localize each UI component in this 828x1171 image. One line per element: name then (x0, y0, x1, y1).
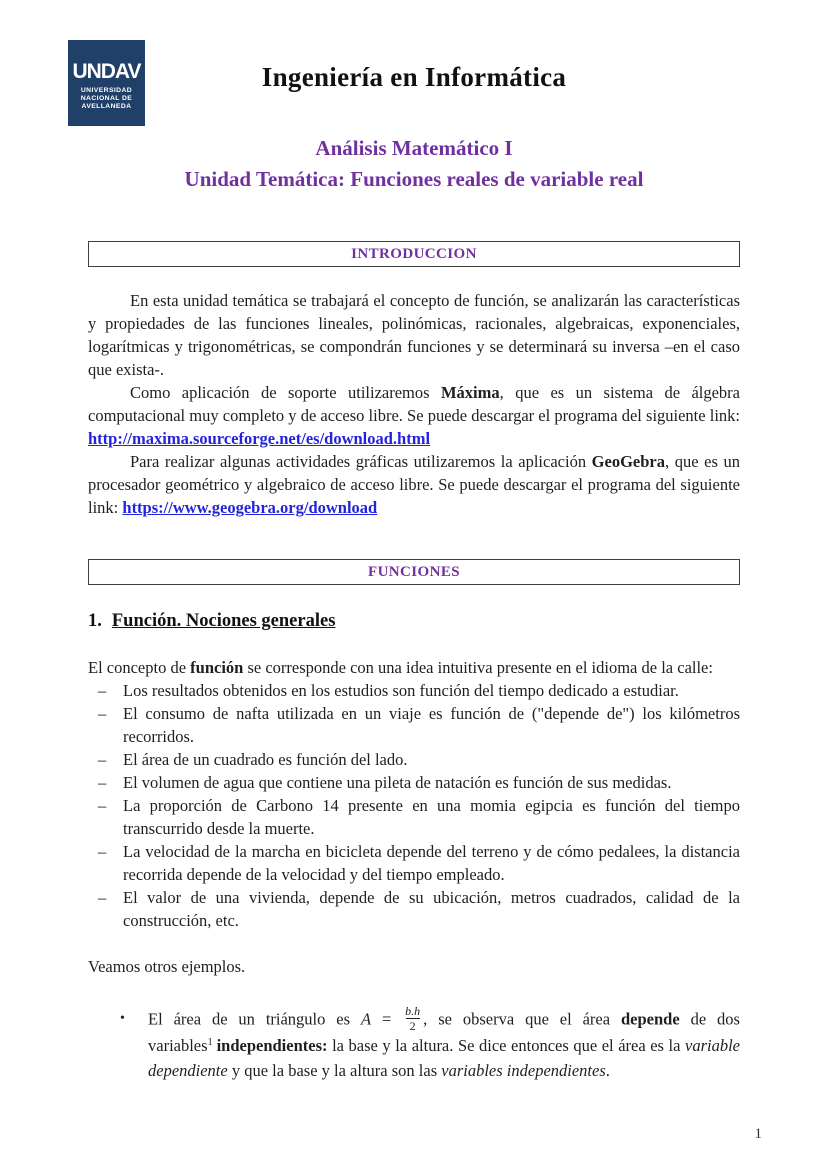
geogebra-download-link[interactable]: https://www.geogebra.org/download (122, 498, 378, 517)
logo-acronym: UNDAV (72, 60, 141, 83)
bullet-marker: • (120, 1011, 125, 1026)
paragraph-text: y que la base y la altura son las (227, 1060, 442, 1080)
area-formula-fraction (403, 1005, 422, 1032)
logo-subtitle (81, 87, 132, 111)
keyword-depende: depende (620, 1009, 680, 1029)
paragraph-text: Como aplicación de soporte utilizaremos (130, 383, 441, 402)
list-item (88, 679, 740, 702)
dash-marker: – (98, 704, 107, 723)
university-logo (68, 40, 145, 126)
paragraph-text: , que es un procesador geométrico y algebraico de acceso libre. Se puede descargar el programa del siguiente link: (88, 452, 740, 517)
section-header-introduccion: INTRODUCCION (88, 241, 740, 267)
list-item-text: Los resultados obtenidos en los estudios son función del tiempo dedicado a estudiar. (123, 681, 679, 700)
list-item (88, 886, 740, 932)
list-item (88, 771, 740, 794)
variable-A: A (360, 1009, 372, 1029)
list-item-text: El volumen de agua que contiene una pileta de natación es función de sus medidas. (123, 773, 672, 792)
fraction-denominator: 2 (406, 1018, 420, 1032)
keyword-funcion: función (190, 658, 244, 677)
list-item (88, 794, 740, 840)
fraction-numerator: b.h (405, 1004, 421, 1018)
dash-marker: – (98, 750, 107, 769)
section-heading-text: Función. Nociones generales (111, 611, 336, 631)
app-name-geogebra: GeoGebra (591, 452, 665, 471)
paragraph-text: , se observa que el área (423, 1009, 621, 1029)
page-title: Ingeniería en Informática (261, 62, 567, 92)
list-item-text: El área de un cuadrado es función del lado. (123, 750, 408, 769)
document-title-line1: Análisis Matemático I (315, 136, 513, 160)
intro-paragraph-1: En esta unidad temática se trabajará el concepto de función, se analizarán las características y propiedades de las funciones lineales, polinómicas, racionales, algebraicas, exponenciales, logarítmicas y trigonométricas, se compondrán funciones y se determinará su inversa –en el caso que exista-. (88, 291, 740, 379)
paragraph-text: , que es un sistema de álgebra computacional muy completo y de acceso libre. Se puede descargar el programa del siguiente link: (88, 383, 741, 425)
list-item (88, 840, 740, 886)
footnote-marker-1: 1 (207, 1036, 213, 1048)
logo-subtitle-line2: NACIONAL DE (80, 95, 133, 102)
section-header-funciones: FUNCIONES (88, 559, 740, 585)
dash-marker: – (98, 888, 107, 907)
list-item-text: La proporción de Carbono 14 presente en una momia egipcia es función del tiempo transcurrido desde la muerte. (123, 796, 740, 838)
list-item-text: El consumo de nafta utilizada en un viaje es función de ("depende de") los kilómetros recorridos. (123, 704, 740, 746)
paragraph-text: El área de un triángulo es (148, 1009, 361, 1029)
concept-paragraph (88, 656, 740, 679)
document-title-line2: Unidad Temática: Funciones reales de variable real (184, 167, 644, 191)
paragraph-text: se corresponde con una idea intuitiva presente en el idioma de la calle: (243, 658, 713, 677)
section-number: 1. (88, 611, 102, 631)
equals-sign: = (371, 1009, 403, 1029)
app-name-maxima: Máxima (440, 383, 500, 402)
dash-marker: – (98, 681, 107, 700)
example-text (138, 1004, 740, 1083)
more-examples-line: Veamos otros ejemplos. (88, 957, 246, 976)
dash-marker: – (98, 842, 107, 861)
paragraph-text: El concepto de (88, 658, 191, 677)
list-item-text: El valor de una vivienda, depende de su ubicación, metros cuadrados, calidad de la construcción, etc. (123, 888, 740, 930)
term-variables-independientes: variables independientes (441, 1060, 606, 1080)
triangle-area-example (88, 1004, 740, 1083)
dash-marker: – (98, 773, 107, 792)
list-item (88, 748, 740, 771)
intro-paragraph-3 (88, 450, 740, 519)
list-item (88, 702, 740, 748)
intro-paragraph-2 (88, 381, 740, 450)
logo-subtitle-line1: UNIVERSIDAD (80, 87, 133, 94)
logo-subtitle-line3: AVELLANEDA (81, 103, 132, 110)
page-number: 1 (754, 1126, 762, 1142)
section-heading-1 (88, 611, 740, 632)
term-variable-dependiente: variable dependiente (148, 1036, 740, 1080)
dash-marker: – (98, 796, 107, 815)
list-item-text: La velocidad de la marcha en bicicleta depende del terreno y de cómo pedalees, la distancia recorrida depende de la velocidad y del tiempo empleado. (123, 842, 740, 884)
keyword-independientes: independientes: (216, 1036, 328, 1055)
paragraph-text: . (605, 1060, 610, 1080)
paragraph-text: de dos variables (148, 1009, 740, 1055)
maxima-download-link[interactable]: http://maxima.sourceforge.net/es/download.html (88, 429, 431, 448)
paragraph-text: Para realizar algunas actividades gráficas utilizaremos la aplicación (130, 452, 592, 471)
examples-dash-list (88, 679, 740, 932)
document-title (88, 133, 740, 195)
paragraph-text: la base y la altura. Se dice entonces que el área es la (327, 1036, 685, 1055)
